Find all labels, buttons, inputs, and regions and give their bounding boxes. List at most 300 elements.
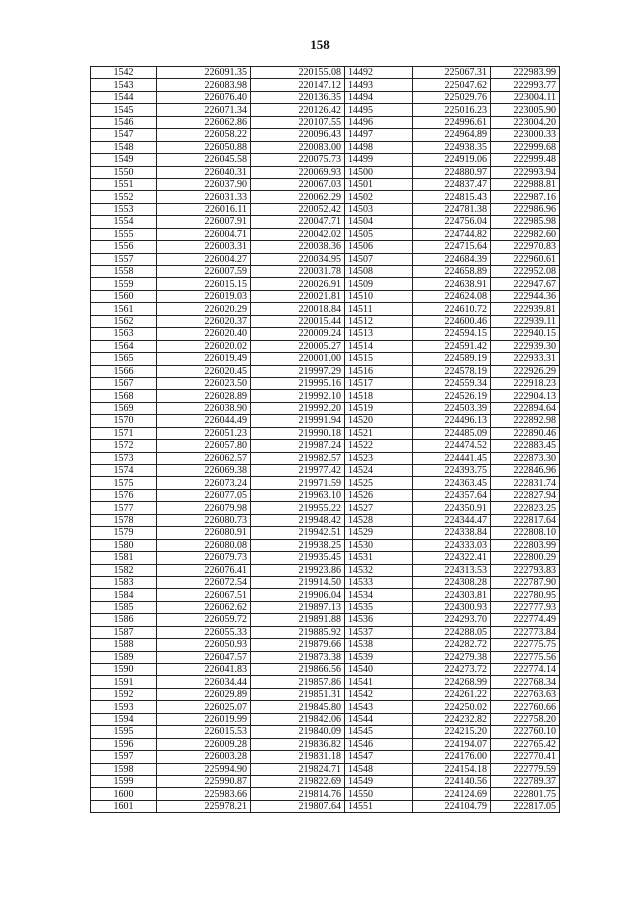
- point-id-right-cell: 14520: [345, 415, 413, 427]
- table-row: [91, 601, 560, 613]
- x-left-cell: 226020.37: [157, 315, 251, 327]
- point-id-right-cell: 14510: [345, 290, 413, 302]
- y-left-cell: 219814.76: [251, 788, 345, 800]
- x-right-cell: 224303.81: [413, 589, 491, 601]
- point-id-left-cell: 1544: [91, 91, 157, 103]
- point-id-left-cell: 1593: [91, 701, 157, 713]
- y-left-cell: 220047.71: [251, 216, 345, 228]
- point-id-right-cell: 14542: [345, 688, 413, 700]
- point-id-left-cell: 1550: [91, 166, 157, 178]
- y-right-cell: 222939.30: [491, 340, 560, 352]
- y-right-cell: 222993.94: [491, 166, 560, 178]
- point-id-left-cell: 1595: [91, 726, 157, 738]
- x-left-cell: 226023.50: [157, 377, 251, 389]
- point-id-right-cell: 14515: [345, 353, 413, 365]
- y-right-cell: 222817.64: [491, 514, 560, 526]
- y-right-cell: 222944.36: [491, 290, 560, 302]
- y-right-cell: 222775.75: [491, 639, 560, 651]
- point-id-right-cell: 14525: [345, 477, 413, 489]
- table-row: [91, 576, 560, 588]
- point-id-right-cell: 14529: [345, 527, 413, 539]
- x-right-cell: 224996.61: [413, 116, 491, 128]
- y-right-cell: 222952.08: [491, 266, 560, 278]
- y-right-cell: 222801.75: [491, 788, 560, 800]
- y-right-cell: 222827.94: [491, 489, 560, 501]
- point-id-left-cell: 1598: [91, 763, 157, 775]
- table-row: [91, 751, 560, 763]
- point-id-right-cell: 14514: [345, 340, 413, 352]
- x-right-cell: 224393.75: [413, 465, 491, 477]
- y-left-cell: 219842.06: [251, 713, 345, 725]
- point-id-right-cell: 14496: [345, 116, 413, 128]
- point-id-left-cell: 1597: [91, 751, 157, 763]
- y-left-cell: 219992.10: [251, 390, 345, 402]
- point-id-left-cell: 1565: [91, 353, 157, 365]
- y-left-cell: 219885.92: [251, 626, 345, 638]
- point-id-right-cell: 14549: [345, 775, 413, 787]
- y-left-cell: 219997.29: [251, 365, 345, 377]
- point-id-right-cell: 14519: [345, 402, 413, 414]
- point-id-right-cell: 14536: [345, 614, 413, 626]
- y-left-cell: 220038.36: [251, 241, 345, 253]
- y-left-cell: 219873.38: [251, 651, 345, 663]
- point-id-right-cell: 14530: [345, 539, 413, 551]
- x-right-cell: 224293.70: [413, 614, 491, 626]
- point-id-right-cell: 14521: [345, 427, 413, 439]
- point-id-left-cell: 1573: [91, 452, 157, 464]
- x-right-cell: 224526.19: [413, 390, 491, 402]
- point-id-right-cell: 14503: [345, 203, 413, 215]
- table-row: [91, 328, 560, 340]
- x-left-cell: 226079.98: [157, 502, 251, 514]
- table-row: [91, 203, 560, 215]
- x-right-cell: 224638.91: [413, 278, 491, 290]
- x-left-cell: 226044.49: [157, 415, 251, 427]
- x-left-cell: 226007.59: [157, 266, 251, 278]
- y-right-cell: 222987.16: [491, 191, 560, 203]
- table-row: [91, 290, 560, 302]
- x-left-cell: 226037.90: [157, 178, 251, 190]
- point-id-right-cell: 14541: [345, 676, 413, 688]
- point-id-left-cell: 1549: [91, 154, 157, 166]
- y-left-cell: 219923.86: [251, 564, 345, 576]
- point-id-left-cell: 1546: [91, 116, 157, 128]
- table-row: [91, 713, 560, 725]
- x-right-cell: 225047.62: [413, 79, 491, 91]
- table-row: [91, 788, 560, 800]
- x-right-cell: 224715.64: [413, 241, 491, 253]
- x-left-cell: 226050.93: [157, 639, 251, 651]
- point-id-left-cell: 1585: [91, 601, 157, 613]
- x-right-cell: 224684.39: [413, 253, 491, 265]
- y-left-cell: 220136.35: [251, 91, 345, 103]
- x-right-cell: 224357.64: [413, 489, 491, 501]
- y-left-cell: 219938.25: [251, 539, 345, 551]
- x-left-cell: 226003.28: [157, 751, 251, 763]
- point-id-left-cell: 1591: [91, 676, 157, 688]
- table-row: [91, 763, 560, 775]
- y-left-cell: 220107.55: [251, 116, 345, 128]
- y-left-cell: 219955.22: [251, 502, 345, 514]
- x-right-cell: 224282.72: [413, 639, 491, 651]
- y-right-cell: 222777.93: [491, 601, 560, 613]
- y-right-cell: 222779.59: [491, 763, 560, 775]
- x-left-cell: 226015.53: [157, 726, 251, 738]
- x-right-cell: 224503.39: [413, 402, 491, 414]
- y-right-cell: 222808.10: [491, 527, 560, 539]
- x-left-cell: 226083.98: [157, 79, 251, 91]
- y-left-cell: 219891.88: [251, 614, 345, 626]
- y-right-cell: 222787.90: [491, 576, 560, 588]
- y-right-cell: 222940.15: [491, 328, 560, 340]
- x-left-cell: 226029.89: [157, 688, 251, 700]
- point-id-left-cell: 1588: [91, 639, 157, 651]
- table-row: [91, 91, 560, 103]
- y-left-cell: 219866.56: [251, 664, 345, 676]
- point-id-left-cell: 1571: [91, 427, 157, 439]
- point-id-right-cell: 14535: [345, 601, 413, 613]
- table-row: [91, 465, 560, 477]
- y-right-cell: 222999.48: [491, 154, 560, 166]
- point-id-right-cell: 14539: [345, 651, 413, 663]
- x-right-cell: 224250.02: [413, 701, 491, 713]
- y-right-cell: 222988.81: [491, 178, 560, 190]
- y-right-cell: 222800.29: [491, 552, 560, 564]
- point-id-right-cell: 14500: [345, 166, 413, 178]
- point-id-right-cell: 14543: [345, 701, 413, 713]
- point-id-left-cell: 1599: [91, 775, 157, 787]
- point-id-left-cell: 1551: [91, 178, 157, 190]
- table-row: [91, 253, 560, 265]
- table-row: [91, 726, 560, 738]
- x-right-cell: 224124.69: [413, 788, 491, 800]
- x-right-cell: 224441.45: [413, 452, 491, 464]
- point-id-left-cell: 1561: [91, 303, 157, 315]
- y-right-cell: 222933.31: [491, 353, 560, 365]
- y-left-cell: 220018.84: [251, 303, 345, 315]
- table-row: [91, 502, 560, 514]
- point-id-right-cell: 14538: [345, 639, 413, 651]
- point-id-right-cell: 14497: [345, 129, 413, 141]
- x-left-cell: 225978.21: [157, 800, 251, 812]
- point-id-left-cell: 1548: [91, 141, 157, 153]
- point-id-left-cell: 1560: [91, 290, 157, 302]
- y-left-cell: 220001.00: [251, 353, 345, 365]
- x-left-cell: 226003.31: [157, 241, 251, 253]
- y-right-cell: 222918.23: [491, 377, 560, 389]
- table-row: [91, 676, 560, 688]
- x-left-cell: 226019.49: [157, 353, 251, 365]
- table-row: [91, 800, 560, 812]
- y-left-cell: 220062.29: [251, 191, 345, 203]
- y-left-cell: 220021.81: [251, 290, 345, 302]
- y-right-cell: 222789.37: [491, 775, 560, 787]
- point-id-left-cell: 1578: [91, 514, 157, 526]
- y-left-cell: 220067.03: [251, 178, 345, 190]
- y-left-cell: 220083.00: [251, 141, 345, 153]
- x-right-cell: 224919.06: [413, 154, 491, 166]
- point-id-left-cell: 1569: [91, 402, 157, 414]
- y-right-cell: 222765.42: [491, 738, 560, 750]
- y-right-cell: 222947.67: [491, 278, 560, 290]
- y-left-cell: 219971.59: [251, 477, 345, 489]
- point-id-left-cell: 1601: [91, 800, 157, 812]
- point-id-right-cell: 14537: [345, 626, 413, 638]
- x-left-cell: 225990.87: [157, 775, 251, 787]
- point-id-right-cell: 14498: [345, 141, 413, 153]
- y-right-cell: 222846.96: [491, 465, 560, 477]
- table-row: [91, 241, 560, 253]
- point-id-right-cell: 14528: [345, 514, 413, 526]
- point-id-right-cell: 14524: [345, 465, 413, 477]
- y-left-cell: 219857.86: [251, 676, 345, 688]
- y-left-cell: 220069.93: [251, 166, 345, 178]
- point-id-right-cell: 14551: [345, 800, 413, 812]
- x-right-cell: 224578.19: [413, 365, 491, 377]
- point-id-left-cell: 1566: [91, 365, 157, 377]
- y-left-cell: 219845.80: [251, 701, 345, 713]
- point-id-right-cell: 14495: [345, 104, 413, 116]
- y-right-cell: 222883.45: [491, 440, 560, 452]
- y-left-cell: 219906.04: [251, 589, 345, 601]
- point-id-right-cell: 14511: [345, 303, 413, 315]
- table-row: [91, 390, 560, 402]
- x-right-cell: 225016.23: [413, 104, 491, 116]
- x-left-cell: 226038.90: [157, 402, 251, 414]
- x-left-cell: 226058.22: [157, 129, 251, 141]
- point-id-right-cell: 14546: [345, 738, 413, 750]
- table-row: [91, 303, 560, 315]
- point-id-right-cell: 14494: [345, 91, 413, 103]
- point-id-right-cell: 14534: [345, 589, 413, 601]
- y-right-cell: 223004.11: [491, 91, 560, 103]
- y-right-cell: 223004.20: [491, 116, 560, 128]
- x-left-cell: 226080.73: [157, 514, 251, 526]
- x-left-cell: 226019.03: [157, 290, 251, 302]
- y-right-cell: 222939.81: [491, 303, 560, 315]
- x-left-cell: 226076.41: [157, 564, 251, 576]
- point-id-right-cell: 14526: [345, 489, 413, 501]
- x-right-cell: 224756.04: [413, 216, 491, 228]
- table-row: [91, 154, 560, 166]
- point-id-left-cell: 1547: [91, 129, 157, 141]
- y-left-cell: 219822.69: [251, 775, 345, 787]
- point-id-right-cell: 14509: [345, 278, 413, 290]
- y-left-cell: 220075.73: [251, 154, 345, 166]
- x-left-cell: 226031.33: [157, 191, 251, 203]
- point-id-left-cell: 1568: [91, 390, 157, 402]
- x-right-cell: 224308.28: [413, 576, 491, 588]
- x-left-cell: 226072.54: [157, 576, 251, 588]
- y-left-cell: 219982.57: [251, 452, 345, 464]
- y-right-cell: 222823.25: [491, 502, 560, 514]
- point-id-right-cell: 14544: [345, 713, 413, 725]
- table-row: [91, 266, 560, 278]
- x-right-cell: 224591.42: [413, 340, 491, 352]
- y-left-cell: 220005.27: [251, 340, 345, 352]
- y-right-cell: 222873.30: [491, 452, 560, 464]
- y-left-cell: 220126.42: [251, 104, 345, 116]
- table-row: [91, 651, 560, 663]
- point-id-right-cell: 14548: [345, 763, 413, 775]
- table-row: [91, 353, 560, 365]
- y-right-cell: 222970.83: [491, 241, 560, 253]
- x-right-cell: 224322.41: [413, 552, 491, 564]
- x-left-cell: 226020.45: [157, 365, 251, 377]
- x-left-cell: 226019.99: [157, 713, 251, 725]
- table-row: [91, 688, 560, 700]
- y-right-cell: 222803.99: [491, 539, 560, 551]
- x-right-cell: 224215.20: [413, 726, 491, 738]
- y-left-cell: 219897.13: [251, 601, 345, 613]
- table-row: [91, 427, 560, 439]
- x-left-cell: 226004.27: [157, 253, 251, 265]
- point-id-left-cell: 1584: [91, 589, 157, 601]
- x-right-cell: 224496.13: [413, 415, 491, 427]
- point-id-left-cell: 1552: [91, 191, 157, 203]
- x-right-cell: 224273.72: [413, 664, 491, 676]
- table-row: [91, 738, 560, 750]
- x-left-cell: 226020.29: [157, 303, 251, 315]
- y-left-cell: 219942.51: [251, 527, 345, 539]
- y-left-cell: 220026.91: [251, 278, 345, 290]
- x-right-cell: 225067.31: [413, 67, 491, 79]
- x-left-cell: 226051.23: [157, 427, 251, 439]
- table-row: [91, 701, 560, 713]
- coordinate-table-body: [91, 67, 560, 813]
- table-row: [91, 365, 560, 377]
- y-right-cell: 222760.66: [491, 701, 560, 713]
- point-id-right-cell: 14532: [345, 564, 413, 576]
- x-left-cell: 226071.34: [157, 104, 251, 116]
- point-id-left-cell: 1575: [91, 477, 157, 489]
- table-row: [91, 564, 560, 576]
- y-right-cell: 222773.84: [491, 626, 560, 638]
- x-right-cell: 224964.89: [413, 129, 491, 141]
- x-right-cell: 224474.52: [413, 440, 491, 452]
- x-left-cell: 226020.40: [157, 328, 251, 340]
- x-left-cell: 226062.62: [157, 601, 251, 613]
- y-right-cell: 222760.10: [491, 726, 560, 738]
- x-left-cell: 226080.08: [157, 539, 251, 551]
- point-id-right-cell: 14540: [345, 664, 413, 676]
- point-id-right-cell: 14512: [345, 315, 413, 327]
- table-row: [91, 440, 560, 452]
- table-row: [91, 614, 560, 626]
- point-id-left-cell: 1545: [91, 104, 157, 116]
- point-id-left-cell: 1594: [91, 713, 157, 725]
- table-row: [91, 539, 560, 551]
- y-right-cell: 222939.11: [491, 315, 560, 327]
- y-right-cell: 223000.33: [491, 129, 560, 141]
- y-right-cell: 222770.41: [491, 751, 560, 763]
- y-right-cell: 222986.96: [491, 203, 560, 215]
- x-left-cell: 226055.33: [157, 626, 251, 638]
- y-right-cell: 222894.64: [491, 402, 560, 414]
- point-id-left-cell: 1562: [91, 315, 157, 327]
- x-left-cell: 226028.89: [157, 390, 251, 402]
- point-id-right-cell: 14501: [345, 178, 413, 190]
- table-row: [91, 514, 560, 526]
- table-row: [91, 377, 560, 389]
- y-right-cell: 222780.95: [491, 589, 560, 601]
- point-id-right-cell: 14502: [345, 191, 413, 203]
- x-left-cell: 226067.51: [157, 589, 251, 601]
- y-right-cell: 222758.20: [491, 713, 560, 725]
- table-row: [91, 340, 560, 352]
- point-id-left-cell: 1542: [91, 67, 157, 79]
- point-id-left-cell: 1570: [91, 415, 157, 427]
- x-right-cell: 224300.93: [413, 601, 491, 613]
- x-right-cell: 224261.22: [413, 688, 491, 700]
- x-right-cell: 224363.45: [413, 477, 491, 489]
- y-right-cell: 222985.98: [491, 216, 560, 228]
- point-id-left-cell: 1600: [91, 788, 157, 800]
- point-id-right-cell: 14531: [345, 552, 413, 564]
- x-right-cell: 224176.00: [413, 751, 491, 763]
- point-id-right-cell: 14518: [345, 390, 413, 402]
- table-row: [91, 315, 560, 327]
- x-left-cell: 226041.83: [157, 664, 251, 676]
- y-left-cell: 220009.24: [251, 328, 345, 340]
- table-row: [91, 216, 560, 228]
- y-right-cell: 222775.56: [491, 651, 560, 663]
- point-id-left-cell: 1574: [91, 465, 157, 477]
- x-right-cell: 224268.99: [413, 676, 491, 688]
- y-right-cell: 222768.34: [491, 676, 560, 688]
- point-id-right-cell: 14493: [345, 79, 413, 91]
- point-id-right-cell: 14545: [345, 726, 413, 738]
- y-left-cell: 219836.82: [251, 738, 345, 750]
- x-right-cell: 224154.18: [413, 763, 491, 775]
- x-right-cell: 224837.47: [413, 178, 491, 190]
- y-left-cell: 219990.18: [251, 427, 345, 439]
- y-left-cell: 219995.16: [251, 377, 345, 389]
- x-right-cell: 224344.47: [413, 514, 491, 526]
- x-left-cell: 226076.40: [157, 91, 251, 103]
- x-right-cell: 225029.76: [413, 91, 491, 103]
- point-id-left-cell: 1554: [91, 216, 157, 228]
- y-left-cell: 219824.71: [251, 763, 345, 775]
- x-right-cell: 224485.09: [413, 427, 491, 439]
- x-left-cell: 226077.05: [157, 489, 251, 501]
- x-left-cell: 226047.57: [157, 651, 251, 663]
- x-left-cell: 226050.88: [157, 141, 251, 153]
- x-left-cell: 226062.57: [157, 452, 251, 464]
- point-id-right-cell: 14506: [345, 241, 413, 253]
- x-left-cell: 226004.71: [157, 228, 251, 240]
- y-left-cell: 220034.95: [251, 253, 345, 265]
- point-id-left-cell: 1572: [91, 440, 157, 452]
- y-left-cell: 219914.50: [251, 576, 345, 588]
- y-left-cell: 220147.12: [251, 79, 345, 91]
- point-id-right-cell: 14507: [345, 253, 413, 265]
- x-left-cell: 226062.86: [157, 116, 251, 128]
- point-id-left-cell: 1576: [91, 489, 157, 501]
- x-left-cell: 226015.15: [157, 278, 251, 290]
- point-id-left-cell: 1589: [91, 651, 157, 663]
- x-right-cell: 224624.08: [413, 290, 491, 302]
- point-id-left-cell: 1557: [91, 253, 157, 265]
- table-row: [91, 775, 560, 787]
- y-right-cell: 222999.68: [491, 141, 560, 153]
- table-row: [91, 278, 560, 290]
- point-id-left-cell: 1596: [91, 738, 157, 750]
- y-right-cell: 222817.05: [491, 800, 560, 812]
- point-id-right-cell: 14533: [345, 576, 413, 588]
- x-right-cell: 224600.46: [413, 315, 491, 327]
- y-left-cell: 220031.78: [251, 266, 345, 278]
